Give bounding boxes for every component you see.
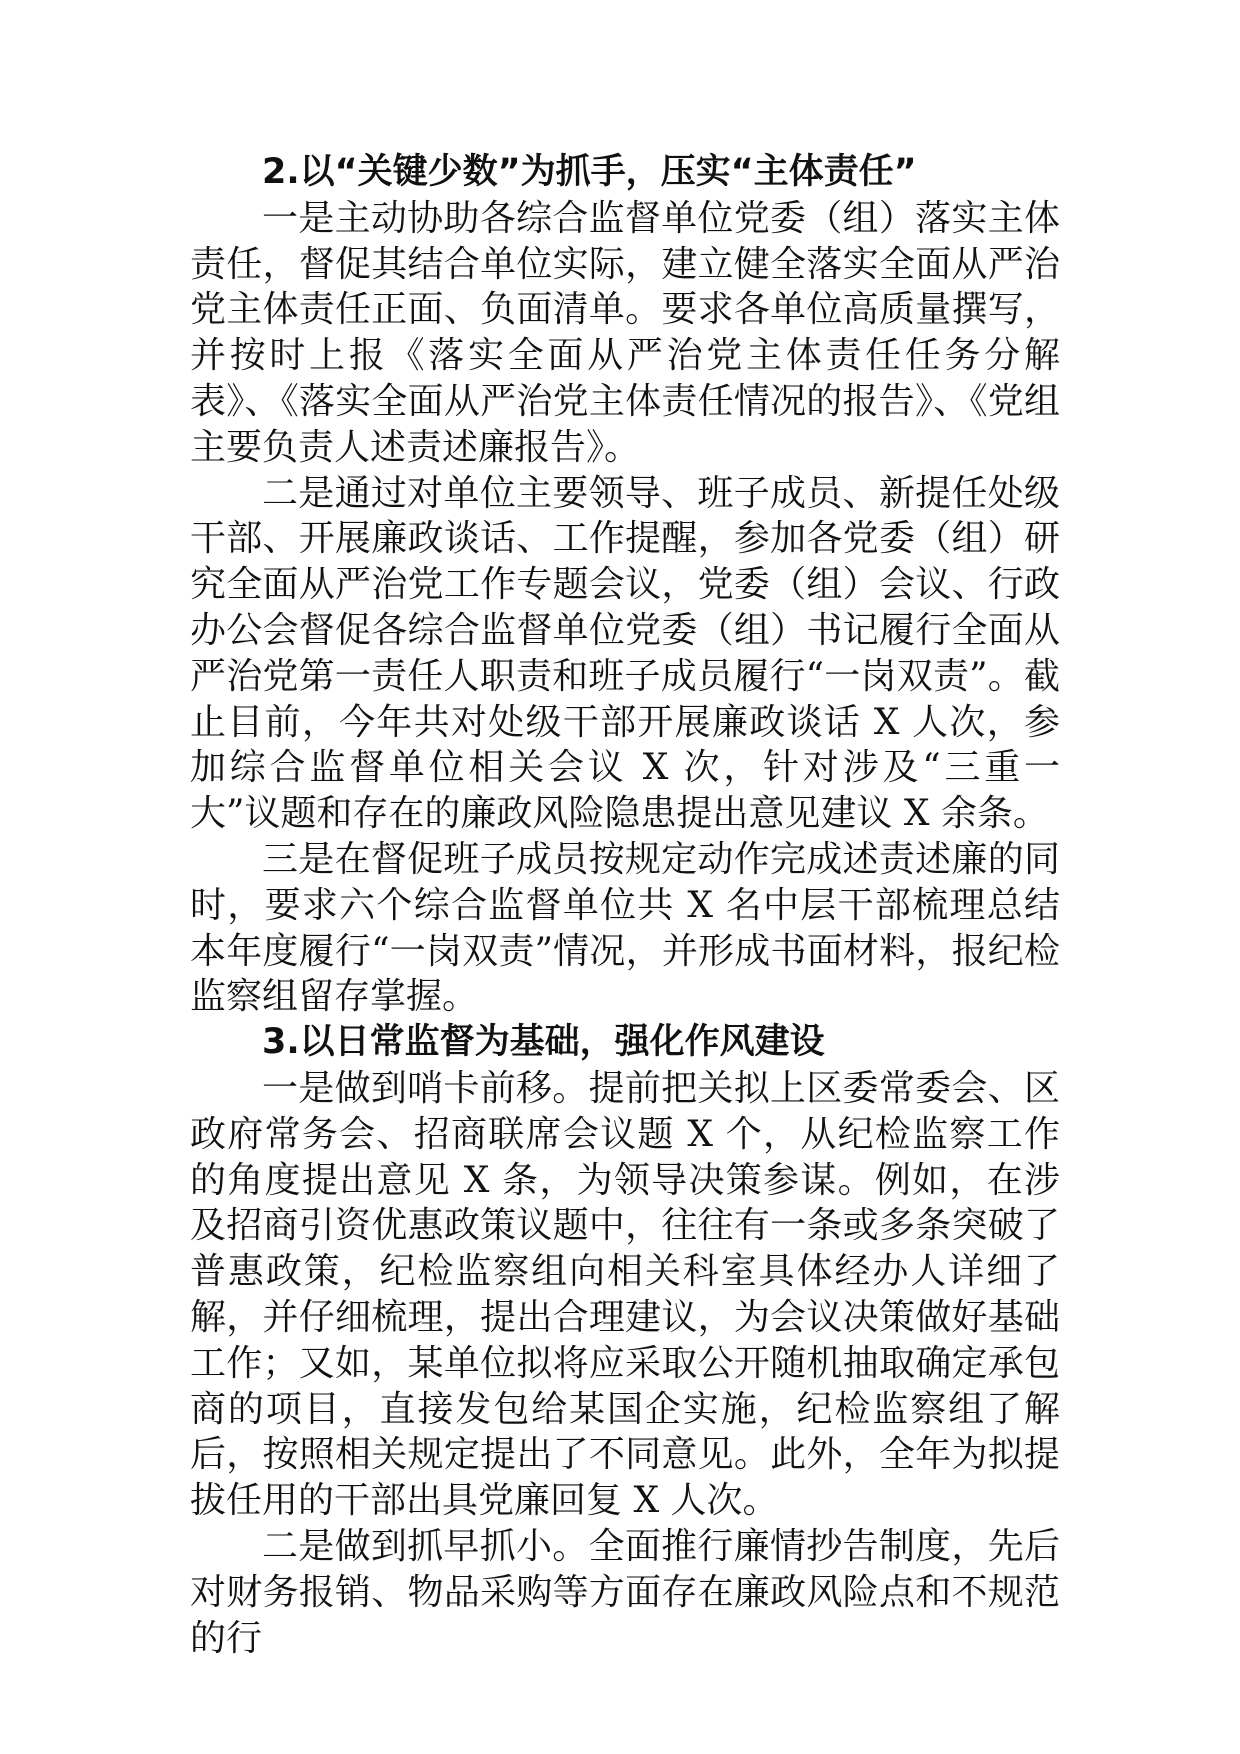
section-heading: 2.以“关键少数”为抓手，压实“主体责任” <box>262 152 917 192</box>
section-2 <box>190 150 1060 1020</box>
paragraph: 二是做到抓早抓小。全面推行廉情抄告制度，先后对财务报销、物品采购等方面存在廉政风险点和不规范的行 <box>190 1525 1060 1659</box>
paragraph: 二是通过对单位主要领导、班子成员、新提任处级干部、开展廉政谈话、工作提醒，参加各党委（组）研究全面从严治党工作专题会议，党委（组）会议、行政办公会督促各综合监督单位党委（组）书记履行全面从严治党第一责任人职责和班子成员履行“一岗双责”。截止目前，今年共对处级干部开展廉政谈话 X 人次，参加综合监督单位相关会议 X 次，针对涉及“三重一大”议题和存在的廉政风险隐患提出意见建议 X 余条。 <box>190 472 1060 835</box>
paragraph: 一是主动协助各综合监督单位党委（组）落实主体责任，督促其结合单位实际，建立健全落实全面从严治党主体责任正面、负面清单。要求各单位高质量撰写，并按时上报《落实全面从严治党主体责任任务分解表》、《落实全面从严治党主体责任情况的报告》、《党组主要负责人述责述廉报告》。 <box>190 197 1060 468</box>
section-heading: 3.以日常监督为基础，强化作风建设 <box>262 1022 825 1063</box>
paragraph: 一是做到哨卡前移。提前把关拟上区委常委会、区政府常务会、招商联席会议题 X 个，从纪检监察工作的角度提出意见 X 条，为领导决策参谋。例如，在涉及招商引资优惠政策议题中，往往有一条或多条突破了普惠政策，纪检监察组向相关科室具体经办人详细了解，并仔细梳理，提出合理建议，为会议决策做好基础工作；又如，某单位拟将应采取公开随机抽取确定承包商的项目，直接发包给某国企实施，纪检监察组了解后，按照相关规定提出了不同意见。此外，全年为拟提拔任用的干部出具党廉回复 X 人次。 <box>190 1067 1060 1522</box>
paragraph: 三是在督促班子成员按规定动作完成述责述廉的同时，要求六个综合监督单位共 X 名中层干部梳理总结本年度履行“一岗双责”情况，并形成书面材料，报纪检监察组留存掌握。 <box>190 838 1060 1018</box>
section-3 <box>190 1020 1060 1661</box>
document-page <box>190 150 1060 1661</box>
